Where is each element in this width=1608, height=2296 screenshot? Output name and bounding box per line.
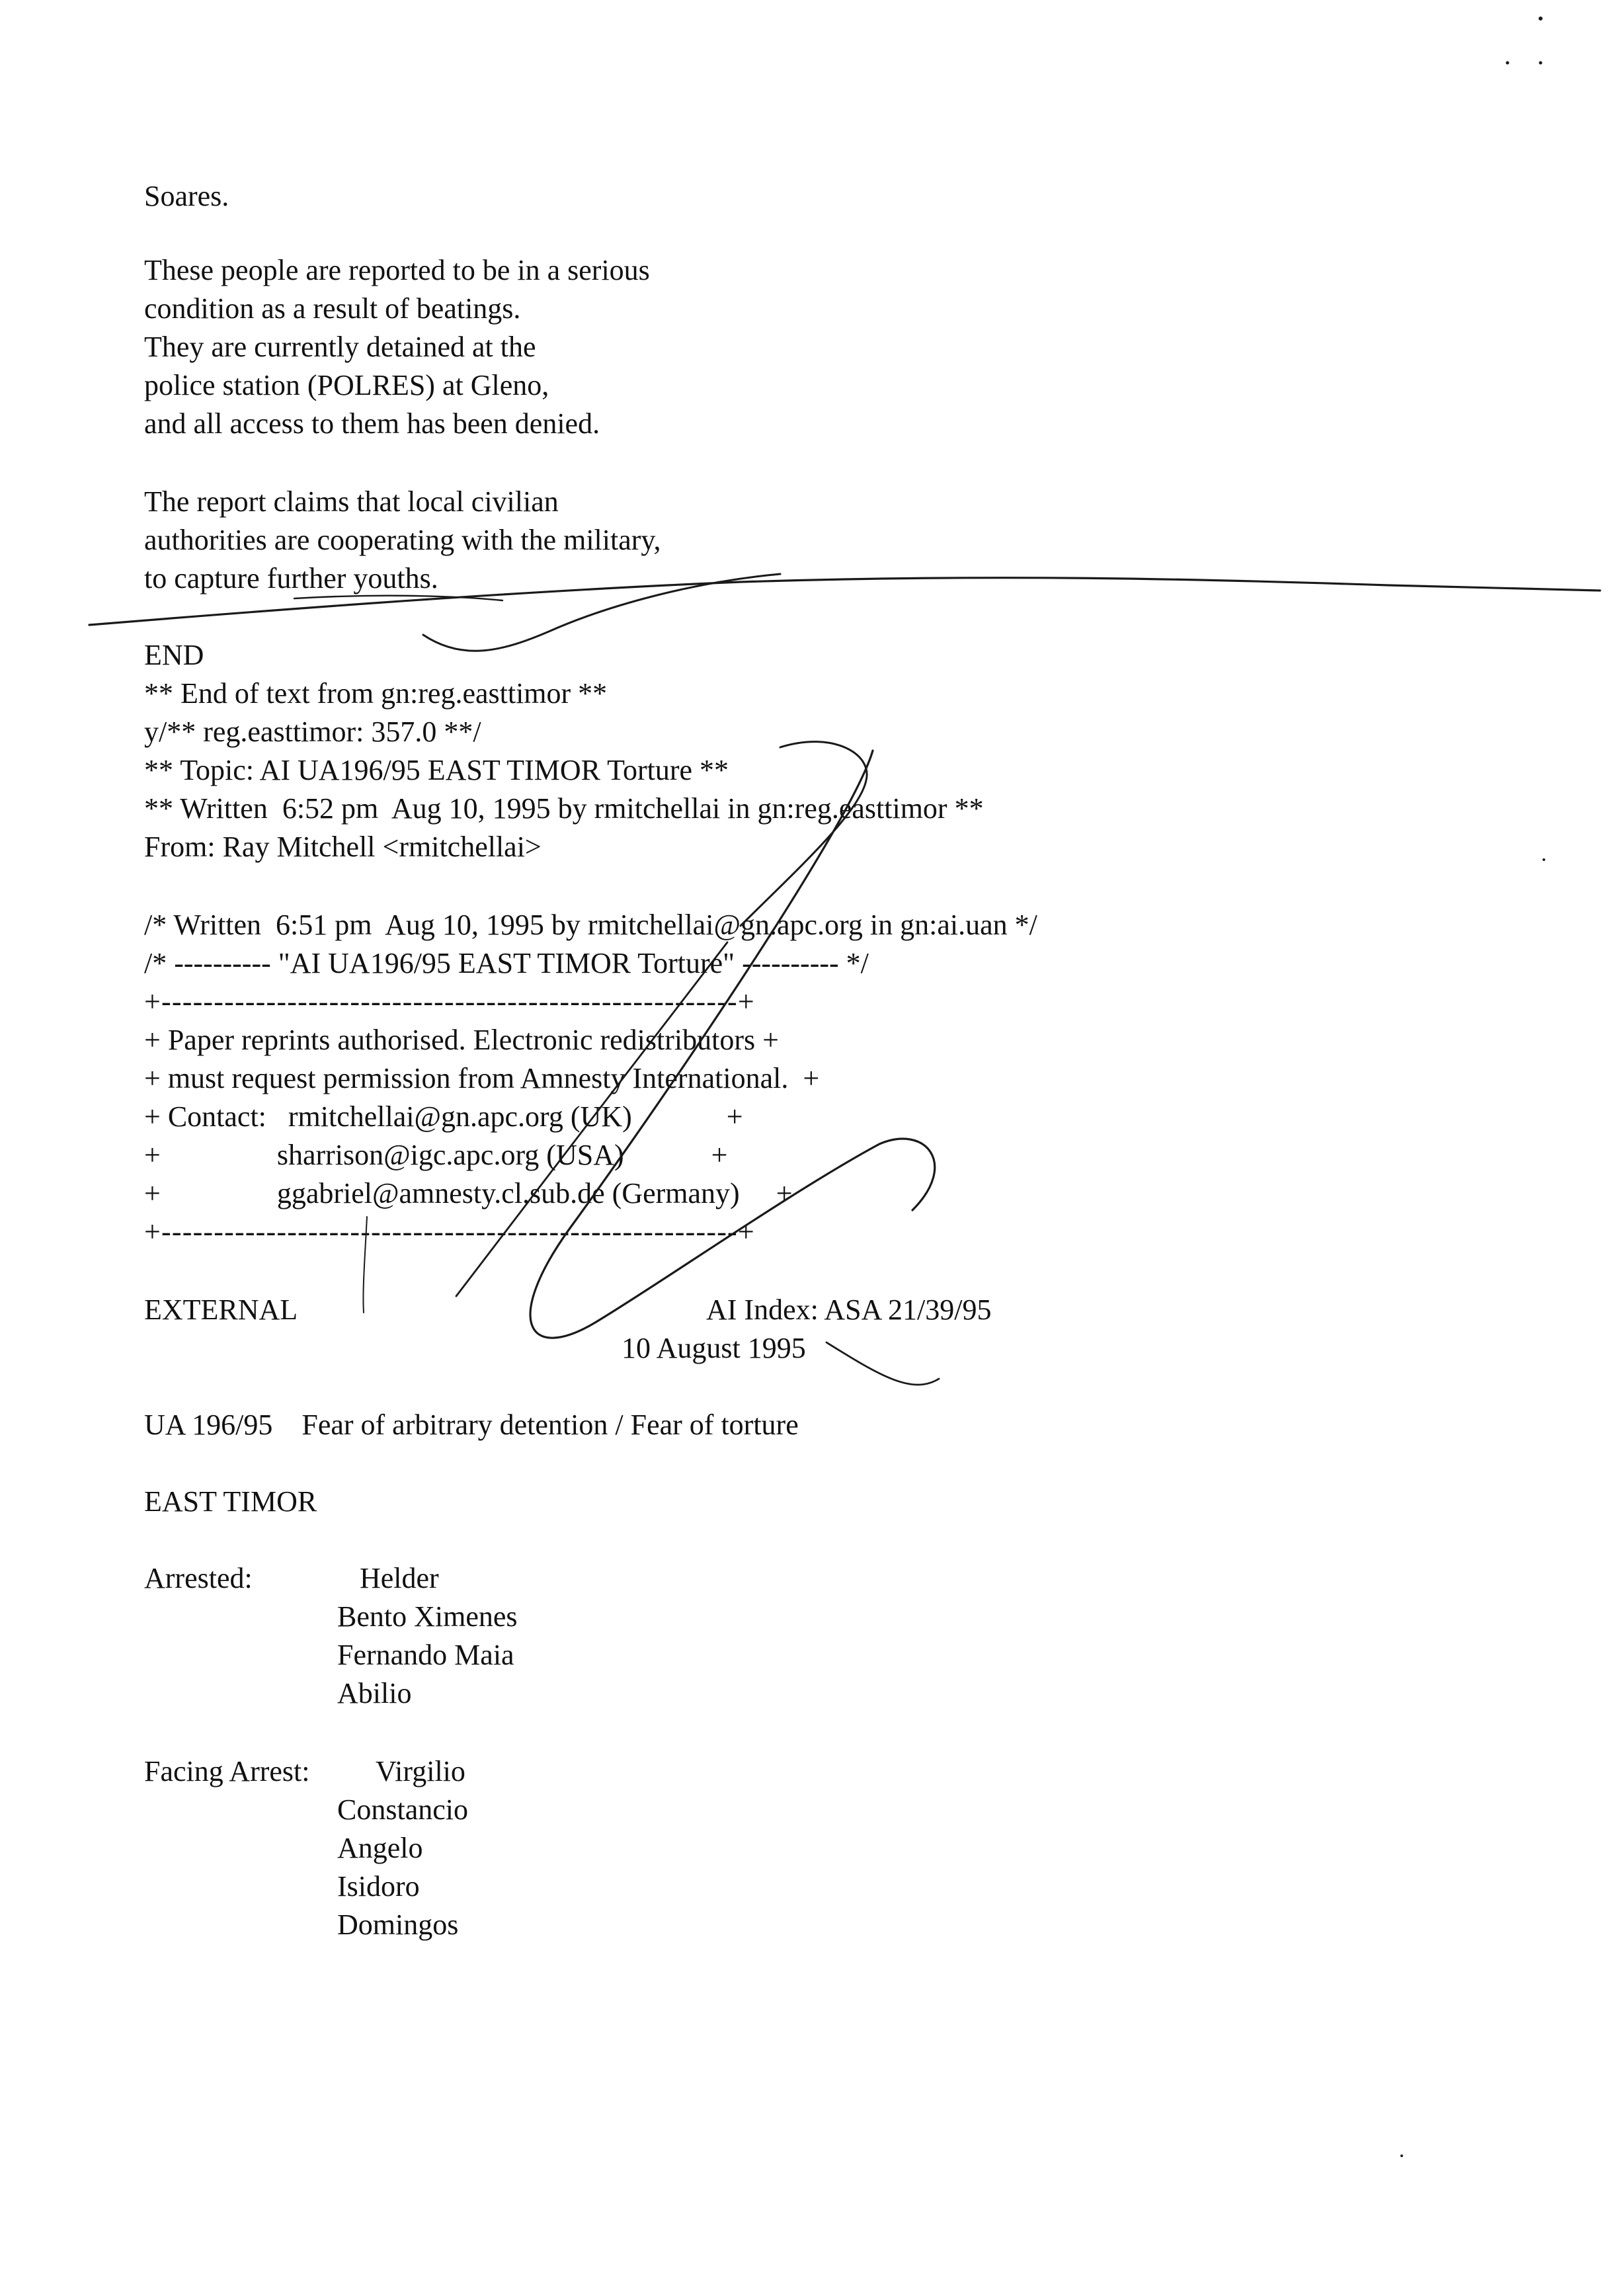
notice-line: + Contact: rmitchellai@gn.apc.org (UK) + bbox=[144, 1100, 743, 1133]
header-line: ** End of text from gn:reg.easttimor ** bbox=[144, 677, 608, 710]
swoosh-stroke bbox=[423, 574, 780, 651]
header-line: ** Topic: AI UA196/95 EAST TIMOR Torture ** bbox=[144, 754, 729, 786]
facing-arrest-name: Domingos bbox=[337, 1908, 459, 1941]
end-marker: END bbox=[144, 639, 204, 671]
paragraph-line: and all access to them has been denied. bbox=[144, 407, 600, 440]
arrested-name: Fernando Maia bbox=[337, 1639, 514, 1671]
facing-arrest-name: Isidoro bbox=[337, 1870, 420, 1903]
notice-line: + must request permission from Amnesty International. + bbox=[144, 1062, 820, 1094]
arrested-name: Bento Ximenes bbox=[337, 1600, 518, 1633]
header-line: ** Written 6:52 pm Aug 10, 1995 by rmitchellai in gn:reg.easttimor ** bbox=[144, 792, 984, 825]
notice-border-top: +-------------------------------------------------------+ bbox=[144, 985, 755, 1018]
paragraph-line: condition as a result of beatings. bbox=[144, 292, 521, 325]
speck bbox=[1539, 62, 1543, 65]
ai-index: AI Index: ASA 21/39/95 bbox=[706, 1293, 992, 1326]
paragraph-line: They are currently detained at the bbox=[144, 331, 536, 363]
ua-title: UA 196/95 Fear of arbitrary detention / Fear of torture bbox=[144, 1409, 799, 1441]
speck bbox=[1506, 62, 1509, 65]
notice-border-bottom: +-------------------------------------------------------+ bbox=[144, 1215, 755, 1248]
written-line: /* Written 6:51 pm Aug 10, 1995 by rmitchellai@gn.apc.org in gn:ai.uan */ bbox=[144, 909, 1037, 941]
arrested-name: Abilio bbox=[337, 1677, 412, 1709]
arrested-name: Helder bbox=[360, 1562, 439, 1594]
continuation-text: Soares. bbox=[144, 180, 229, 212]
paragraph-line: authorities are cooperating with the military, bbox=[144, 524, 661, 556]
loop-stroke-2 bbox=[741, 742, 867, 926]
document-date: 10 August 1995 bbox=[622, 1332, 806, 1364]
notice-line: + sharrison@igc.apc.org (USA) + bbox=[144, 1139, 728, 1171]
arrested-label: Arrested: bbox=[144, 1562, 253, 1594]
paragraph-line: police station (POLRES) at Gleno, bbox=[144, 369, 549, 401]
notice-line: + ggabriel@amnesty.cl.sub.de (Germany) + bbox=[144, 1177, 793, 1210]
speck bbox=[1543, 858, 1545, 861]
speck bbox=[1400, 2154, 1403, 2157]
facing-arrest-label: Facing Arrest: bbox=[144, 1755, 310, 1787]
speck bbox=[1539, 17, 1543, 20]
curve-bottom bbox=[826, 1342, 939, 1385]
facing-arrest-name: Angelo bbox=[337, 1832, 423, 1864]
paragraph-line: The report claims that local civilian bbox=[144, 485, 559, 518]
paragraph-line: to capture further youths. bbox=[144, 562, 438, 594]
header-line: y/** reg.easttimor: 357.0 **/ bbox=[144, 716, 481, 748]
facing-arrest-name: Virgilio bbox=[376, 1755, 465, 1787]
paragraph-line: These people are reported to be in a serious bbox=[144, 254, 650, 286]
notice-line: + Paper reprints authorised. Electronic redistributors + bbox=[144, 1024, 779, 1056]
header-line: From: Ray Mitchell <rmitchellai> bbox=[144, 831, 542, 863]
title-line: /* ---------- "AI UA196/95 EAST TIMOR Torture" ---------- */ bbox=[144, 947, 869, 979]
country-heading: EAST TIMOR bbox=[144, 1485, 317, 1518]
external-label: EXTERNAL bbox=[144, 1293, 298, 1326]
facing-arrest-name: Constancio bbox=[337, 1793, 468, 1826]
